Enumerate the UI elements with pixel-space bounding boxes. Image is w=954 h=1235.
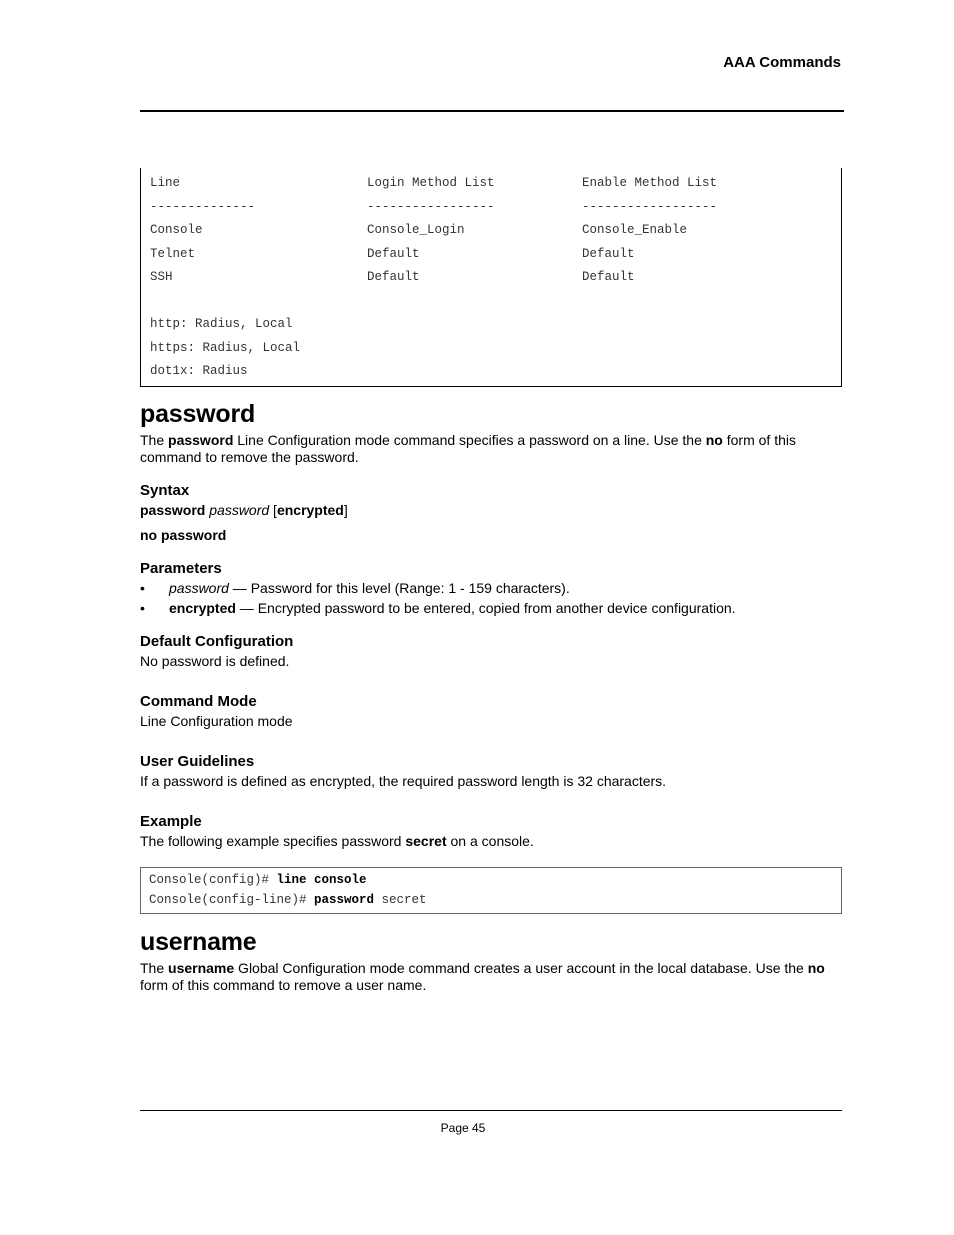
code-command: password bbox=[314, 892, 375, 907]
code-line bbox=[149, 890, 833, 910]
code-row bbox=[150, 243, 832, 267]
text: The bbox=[140, 959, 169, 976]
page-number: Page 45 bbox=[440, 1121, 486, 1135]
command-mode-text: Line Configuration mode bbox=[140, 712, 293, 729]
keyword: no bbox=[705, 431, 723, 448]
code-cell: Default bbox=[367, 246, 420, 261]
syntax-bracket: [ bbox=[269, 501, 277, 518]
code-block-line-methods bbox=[140, 168, 842, 387]
syntax-no-line bbox=[140, 527, 842, 544]
code-command: line console bbox=[276, 872, 367, 887]
command-mode-section bbox=[140, 693, 842, 730]
text: on a console. bbox=[446, 832, 534, 849]
code-cell: SSH bbox=[150, 270, 173, 284]
code-row bbox=[150, 172, 832, 196]
text: The bbox=[140, 431, 169, 448]
code-cell: Login Method List bbox=[367, 176, 495, 190]
section-title-password: password bbox=[140, 399, 256, 428]
list-item bbox=[140, 600, 842, 617]
syntax-bracket: ] bbox=[343, 501, 348, 518]
code-cell: Telnet bbox=[150, 246, 196, 261]
example-intro bbox=[140, 833, 842, 850]
code-cell: Console_Login bbox=[367, 223, 465, 237]
bullet-icon: • bbox=[140, 599, 145, 616]
code-cell: -------------- bbox=[150, 199, 256, 214]
code-cell: Console_Enable bbox=[582, 223, 688, 237]
section-title-username: username bbox=[140, 927, 257, 956]
code-argument: secret bbox=[374, 892, 427, 907]
bullet-icon: • bbox=[140, 579, 145, 596]
text: Global Configuration mode command creates a user account in the local database. Use the bbox=[234, 959, 808, 976]
text: Line Configuration mode command specifies a password on a line. Use the bbox=[233, 431, 706, 448]
page-content bbox=[140, 168, 842, 994]
user-guidelines-section bbox=[140, 753, 842, 790]
code-cell: Default bbox=[582, 246, 635, 261]
parameter-desc: — Password for this level (Range: 1 - 159 characters). bbox=[228, 579, 570, 596]
footer-divider bbox=[140, 1110, 842, 1111]
syntax-no-command: no password bbox=[140, 526, 227, 543]
keyword: no bbox=[807, 959, 825, 976]
keyword: username bbox=[168, 959, 235, 976]
code-prompt: Console(config)# bbox=[149, 872, 277, 887]
header-divider bbox=[140, 110, 844, 112]
default-config-section bbox=[140, 633, 842, 670]
code-line bbox=[149, 870, 833, 890]
parameters-section bbox=[140, 560, 842, 617]
code-cell: Line bbox=[150, 176, 181, 190]
code-cell: Default bbox=[582, 270, 635, 284]
example-section bbox=[140, 813, 842, 914]
password-intro bbox=[140, 432, 842, 466]
syntax-section bbox=[140, 482, 842, 544]
parameter-name: password bbox=[169, 579, 229, 596]
code-row bbox=[150, 266, 832, 290]
parameter-name: encrypted bbox=[169, 599, 236, 616]
code-blank-line bbox=[150, 290, 832, 314]
parameters-heading: Parameters bbox=[140, 559, 222, 577]
code-row: dot1x: Radius bbox=[150, 364, 248, 378]
header-title: AAA Commands bbox=[723, 54, 841, 71]
keyword: password bbox=[168, 431, 234, 448]
text: The following example specifies password bbox=[140, 832, 406, 849]
code-cell: Default bbox=[367, 270, 420, 284]
parameters-list bbox=[140, 580, 842, 617]
syntax-argument: password bbox=[209, 501, 270, 518]
text: form of this command to remove the password. bbox=[140, 431, 796, 465]
code-row bbox=[150, 196, 832, 220]
example-heading: Example bbox=[140, 812, 202, 830]
parameter-desc: — Encrypted password to be entered, copied from another device configuration. bbox=[235, 599, 736, 616]
syntax-command: password bbox=[140, 501, 206, 518]
example-code-block bbox=[140, 867, 842, 914]
code-row bbox=[150, 219, 832, 243]
code-prompt: Console(config-line)# bbox=[149, 892, 315, 907]
code-cell: Console bbox=[150, 223, 203, 237]
list-item bbox=[140, 580, 842, 597]
text: form of this command to remove a user name. bbox=[140, 976, 427, 993]
user-guidelines-heading: User Guidelines bbox=[140, 752, 255, 770]
username-intro bbox=[140, 960, 842, 994]
user-guidelines-text: If a password is defined as encrypted, the required password length is 32 characters. bbox=[140, 772, 667, 789]
code-row: http: Radius, Local bbox=[150, 317, 293, 331]
default-config-heading: Default Configuration bbox=[140, 632, 294, 650]
syntax-option: encrypted bbox=[276, 501, 344, 518]
syntax-heading: Syntax bbox=[140, 481, 190, 499]
syntax-line bbox=[140, 502, 842, 519]
command-mode-heading: Command Mode bbox=[140, 692, 257, 710]
code-row: https: Radius, Local bbox=[150, 340, 301, 355]
keyword: secret bbox=[405, 832, 447, 849]
default-config-text: No password is defined. bbox=[140, 652, 290, 669]
code-cell: Enable Method List bbox=[582, 176, 718, 190]
code-cell: ----------------- bbox=[367, 199, 495, 214]
code-cell: ------------------ bbox=[582, 199, 718, 214]
